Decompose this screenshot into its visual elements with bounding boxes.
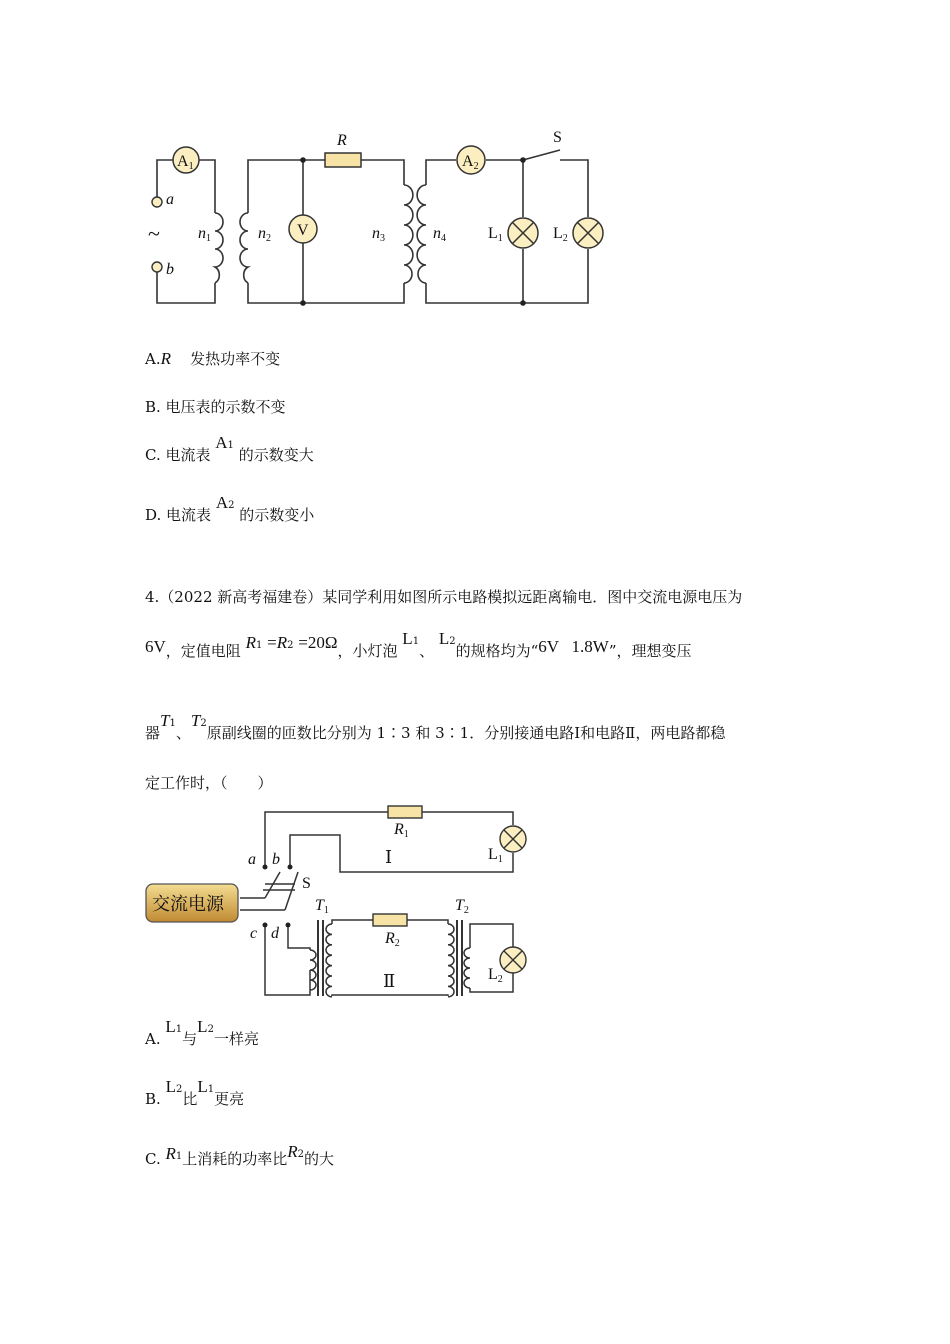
terminal-b-label: b (166, 261, 174, 278)
bulb-l1-icon (500, 826, 526, 852)
q4-stem-line4: 定工作时，（ ） (145, 774, 273, 792)
ac-symbol: ~ (148, 221, 160, 246)
bulb-l2-icon (500, 947, 526, 973)
q4-option-a: A. L1与L2一样亮 (145, 1017, 259, 1048)
q3-option-d: D. 电流表 A2 的示数变小 (145, 493, 315, 524)
ac-source-label: 交流电源 (152, 894, 224, 914)
switch-s-label: S (302, 875, 311, 892)
bulb-l2-label: L2 (488, 966, 503, 985)
q4-option-b: B. L2比L1更亮 (145, 1077, 245, 1108)
transmission-circuit-figure (140, 800, 540, 1005)
n2-label: n2 (258, 225, 271, 244)
ammeter-a1-label: A1 (177, 153, 194, 172)
bulb-l2-label: L2 (553, 225, 568, 244)
n3-label: n3 (372, 225, 385, 244)
resistor-r-label: R (337, 132, 347, 149)
q3-option-a: A.R 发热功率不变 (145, 349, 281, 368)
ammeter-a2-label: A2 (462, 153, 479, 172)
q3-option-c: C. 电流表 A1 的示数变大 (145, 433, 314, 464)
bulb-l1-label: L1 (488, 846, 503, 865)
circuit-2-label: Ⅱ (383, 971, 396, 991)
bulb-l2-icon (573, 218, 603, 248)
switch-s-label: S (553, 129, 562, 146)
bulb-l1-label: L1 (488, 225, 503, 244)
resistor-r2-label: R2 (385, 930, 400, 949)
terminal-a-label: a (166, 191, 174, 208)
transformer-t2-label: T2 (455, 897, 469, 916)
q4-option-c: C. R1上消耗的功率比R2的大 (145, 1142, 335, 1168)
terminal-a-label: a (248, 851, 256, 868)
q4-stem-line2: 6V，定值电阻 R1 =R2 =20Ω，小灯泡 L1、 L2的规格均为“6V 1.8W”，理想变压 (145, 629, 692, 660)
transformer-t1-label: T1 (315, 897, 329, 916)
n1-label: n1 (198, 225, 211, 244)
bulb-l1-icon (508, 218, 538, 248)
voltmeter-label: V (297, 222, 309, 239)
circuit-1-label: Ⅰ (385, 847, 393, 867)
q3-option-b: B. 电压表的示数不变 (145, 398, 286, 416)
terminal-d-label: d (271, 925, 279, 942)
q4-stem-line3: 器T1、T2原副线圈的匝数比分别为 1∶3 和 3∶1．分别接通电路Ⅰ和电路Ⅱ，两电路都稳 (145, 711, 726, 742)
terminal-b-label: b (272, 851, 280, 868)
transformer-circuit-figure (140, 125, 610, 315)
n4-label: n4 (433, 225, 446, 244)
resistor-r1-label: R1 (394, 821, 409, 840)
terminal-c-label: c (250, 925, 258, 942)
q4-stem-line1: 4.（2022 新高考福建卷）某同学利用如图所示电路模拟远距离输电．图中交流电源电压为 (145, 588, 743, 606)
